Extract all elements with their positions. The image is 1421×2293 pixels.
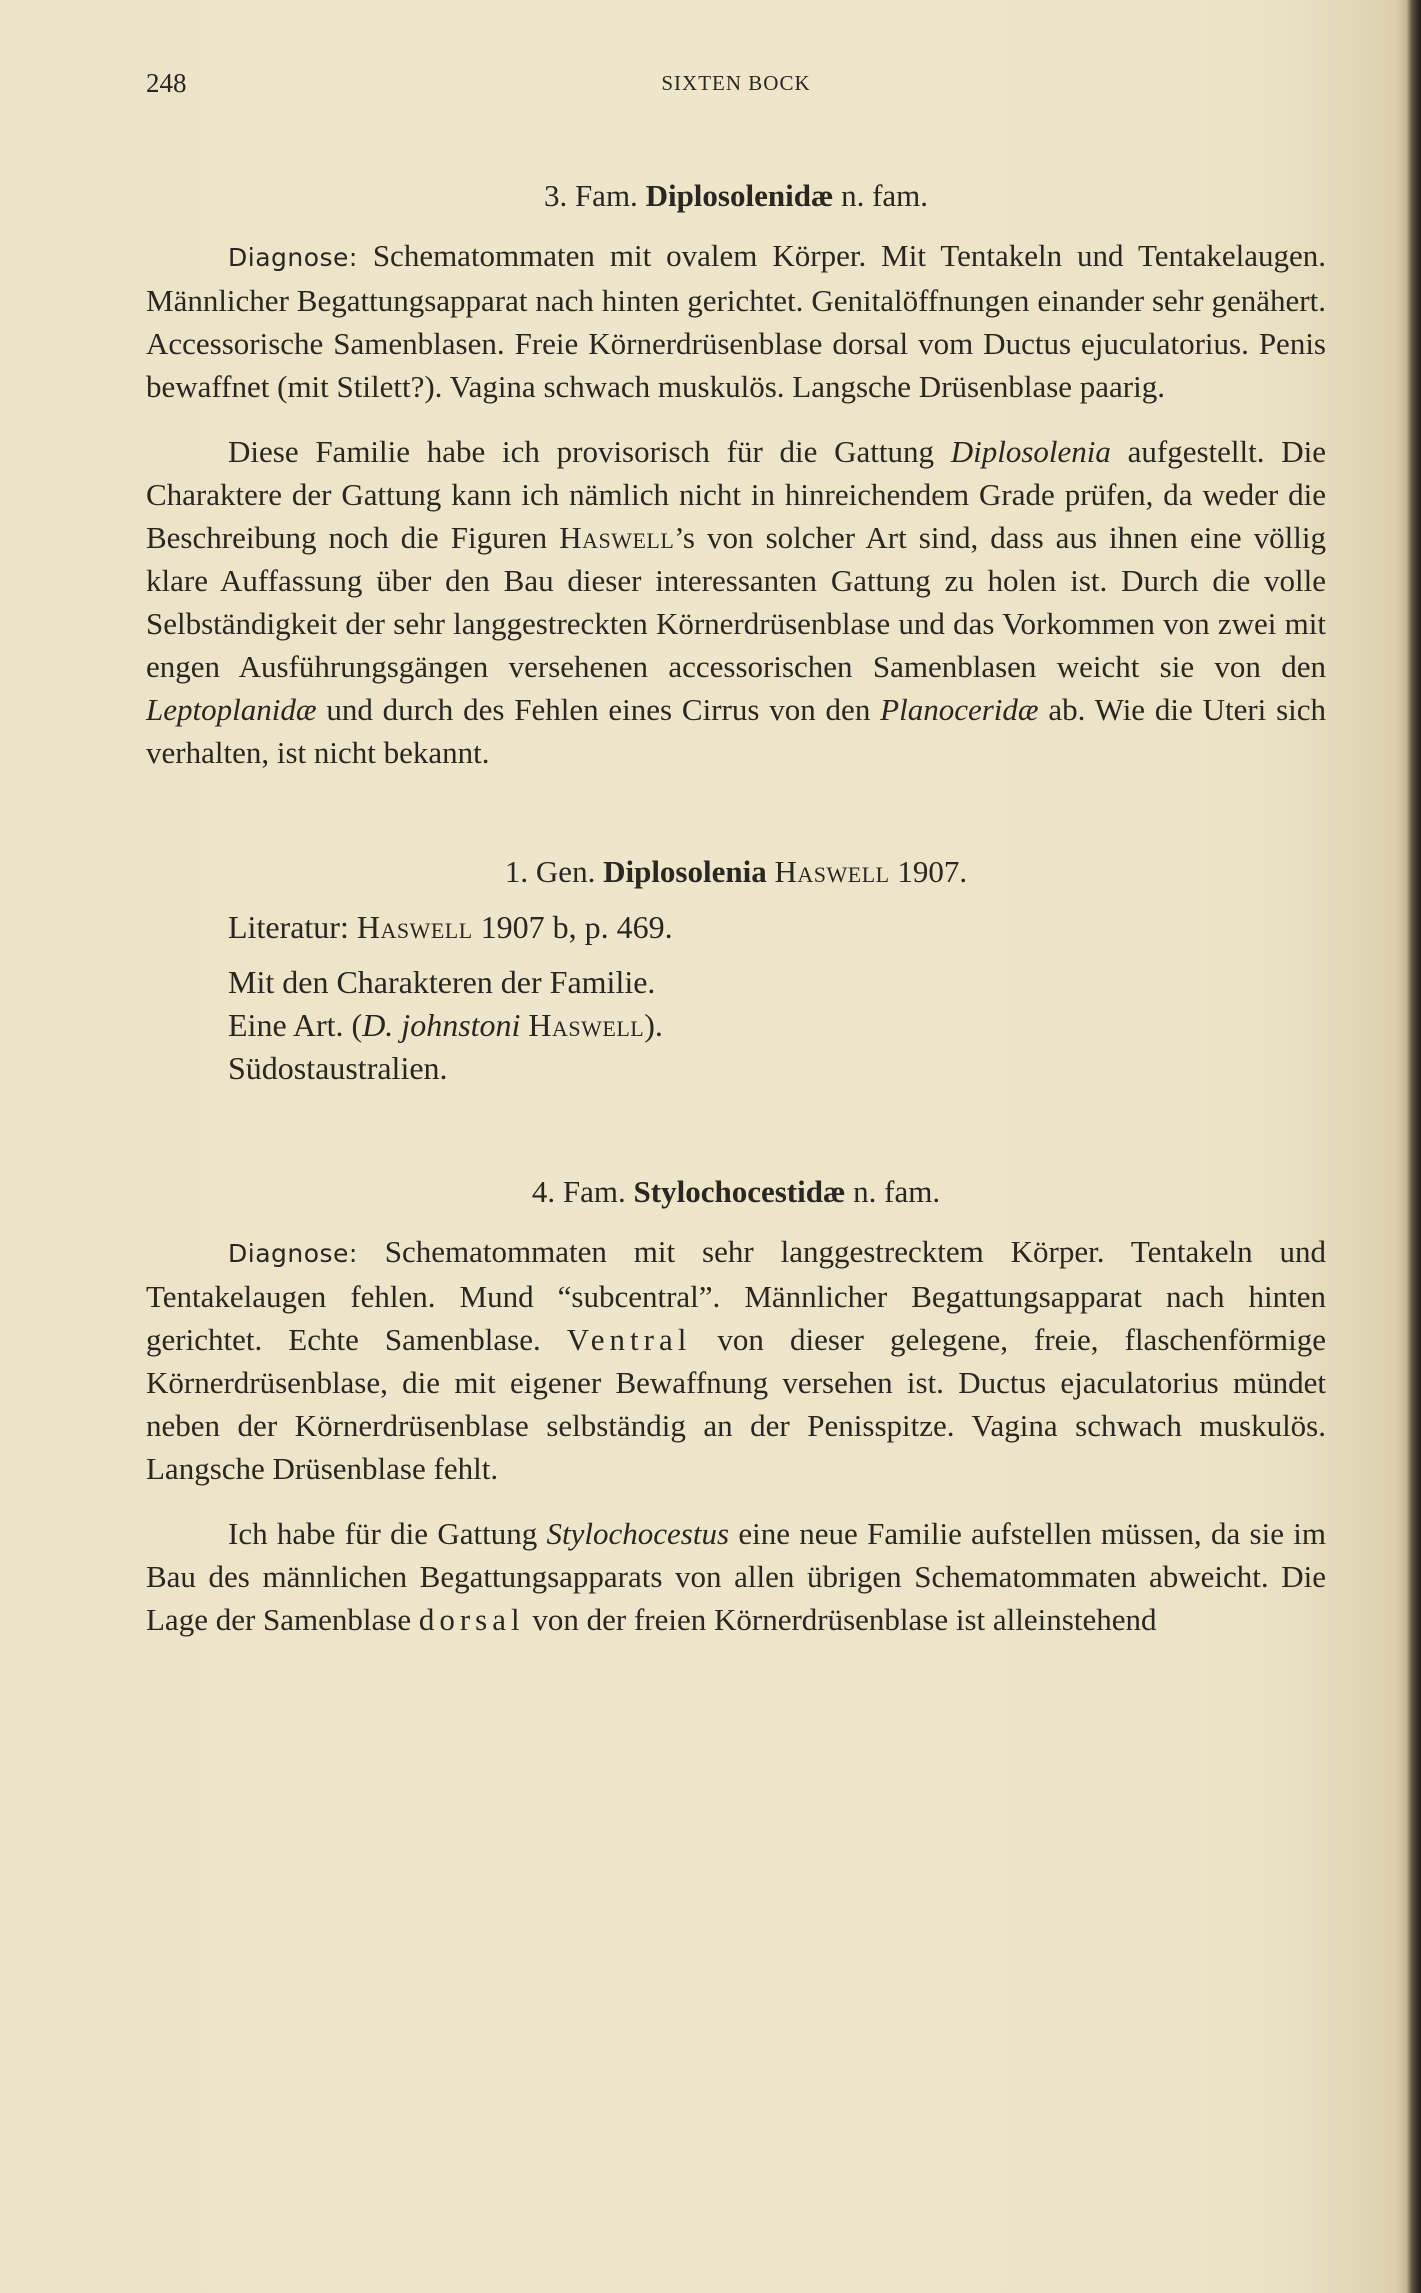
genus-line-characters: Mit den Charakteren der Familie. <box>228 964 656 1000</box>
literature-author: Haswell <box>356 909 473 945</box>
page-edge <box>1407 0 1421 2293</box>
family-fam-label: Fam. <box>562 1174 626 1209</box>
family-heading-stylochocestidae <box>146 1172 1326 1212</box>
spaced-emphasis: Ventral <box>566 1322 692 1357</box>
text-run: aufgestellt. Die Charaktere der Gattung kann ich nämlich nicht in hinreichendem Grade prüfen, da weder die Beschreibung noch die Figuren <box>146 434 1326 555</box>
diagnosis-text: Schematommaten mit ovalem Körper. Mit Tentakeln und Tentakelaugen. Männlicher Begattungsapparat nach hinten gerichtet. Genitalöffnungen einander sehr genähert. Accessorische Samenblasen. Freie Körnerdrüsenblase dorsal vom Ductus ejuculatorius. Penis bewaffnet (mit Stilett?). Vagina schwach muskulös. Langsche Drüsenblase paarig. <box>146 238 1326 404</box>
genus-line-distribution: Südostaustralien. <box>228 1050 448 1086</box>
species-name-italic: D. johnstoni <box>362 1007 521 1043</box>
genus-name-italic: Stylochocestus <box>546 1516 730 1551</box>
text-run: Ich habe für die Gattung <box>228 1516 538 1551</box>
family-suffix: n. fam. <box>853 1174 941 1209</box>
family-heading-diplosolenidae <box>146 176 1326 216</box>
spaced-emphasis: dorsal <box>418 1602 525 1637</box>
genus-year: 1907. <box>897 854 968 889</box>
literature-line <box>146 906 1326 949</box>
literature-label: Literatur: <box>228 909 349 945</box>
species-author: Haswell <box>528 1007 645 1043</box>
family-name: Stylochocestidæ <box>633 1174 846 1209</box>
family-number: 4. <box>531 1174 556 1209</box>
genus-name: Diplosolenia <box>603 854 767 889</box>
diagnosis-paragraph-diplosolenidae <box>146 234 1326 408</box>
text-run: von der freien Körnerdrüsenblase ist alleinstehend <box>532 1602 1157 1637</box>
text-run: Eine Art. ( <box>228 1007 363 1043</box>
body-text <box>146 176 1326 1641</box>
author-name: Haswell <box>559 520 675 555</box>
genus-details <box>146 906 1326 1090</box>
genus-line-species <box>146 1004 1326 1047</box>
family-discussion-paragraph <box>146 1512 1326 1641</box>
page-header <box>146 68 1326 104</box>
family-name-italic: Leptoplanidæ <box>146 692 317 727</box>
text-run: Diese Familie habe ich provisorisch für die Gattung <box>228 434 934 469</box>
text-run: ab. Wie die Uteri sich verhalten, ist nicht bekannt. <box>146 692 1327 770</box>
diagnosis-paragraph-stylochocestidae <box>146 1230 1326 1490</box>
text-run: ’s von solcher Art sind, dass aus ihnen eine völlig klare Auffassung über den Bau dieser interessanten Gattung zu holen ist. Durch die volle Selbständigkeit der sehr langgestreckten Körnerdrüsenblase und das Vorkommen von zwei mit engen Ausführungsgängen versehenen accessorischen Samenblasen weicht sie von den <box>146 520 1326 684</box>
genus-author: Haswell <box>774 854 890 889</box>
family-name: Diplosolenidæ <box>645 178 834 213</box>
family-discussion-paragraph <box>146 430 1326 774</box>
page-edge-shadow <box>1397 0 1407 2293</box>
family-number: 3. <box>543 178 568 213</box>
genus-number: 1. <box>504 854 529 889</box>
text-run: von dieser gelegene, freie, flaschenförmige Körnerdrüsenblase, die mit eigener Bewaffnung versehen ist. Ductus ejaculatorius mündet neben der Körnerdrüsenblase selbständig an der Penisspitze. Vagina schwach muskulös. Langsche Drüsenblase fehlt. <box>146 1322 1327 1486</box>
genus-name-italic: Diplosolenia <box>950 434 1111 469</box>
text-run: und durch des Fehlen eines Cirrus von den <box>326 692 871 727</box>
family-fam-label: Fam. <box>574 178 638 213</box>
running-head: SIXTEN BOCK <box>661 71 811 95</box>
literature-reference: 1907 b, p. 469. <box>480 909 673 945</box>
genus-heading-diplosolenia <box>146 852 1326 892</box>
family-suffix: n. fam. <box>841 178 929 213</box>
genus-gen-label: Gen. <box>535 854 596 889</box>
text-run: Schematommaten mit sehr langgestrecktem Körper. Tentakeln und Tentakelaugen fehlen. Mund “subcentral”. Männlicher Begattungsapparat nach hinten gerichtet. Echte Samenblase. <box>146 1234 1327 1357</box>
text-run: ). <box>644 1007 663 1043</box>
diagnosis-label: Diagnose: <box>228 1239 358 1268</box>
page-number: 248 <box>146 68 187 98</box>
diagnosis-label: Diagnose: <box>228 243 358 272</box>
text-run: eine neue Familie aufstellen müssen, da sie im Bau des männlichen Begattungsapparats von allen übrigen Schematommaten abweicht. Die Lage der Samenblase <box>146 1516 1327 1637</box>
family-name-italic: Planoceridæ <box>880 692 1039 727</box>
